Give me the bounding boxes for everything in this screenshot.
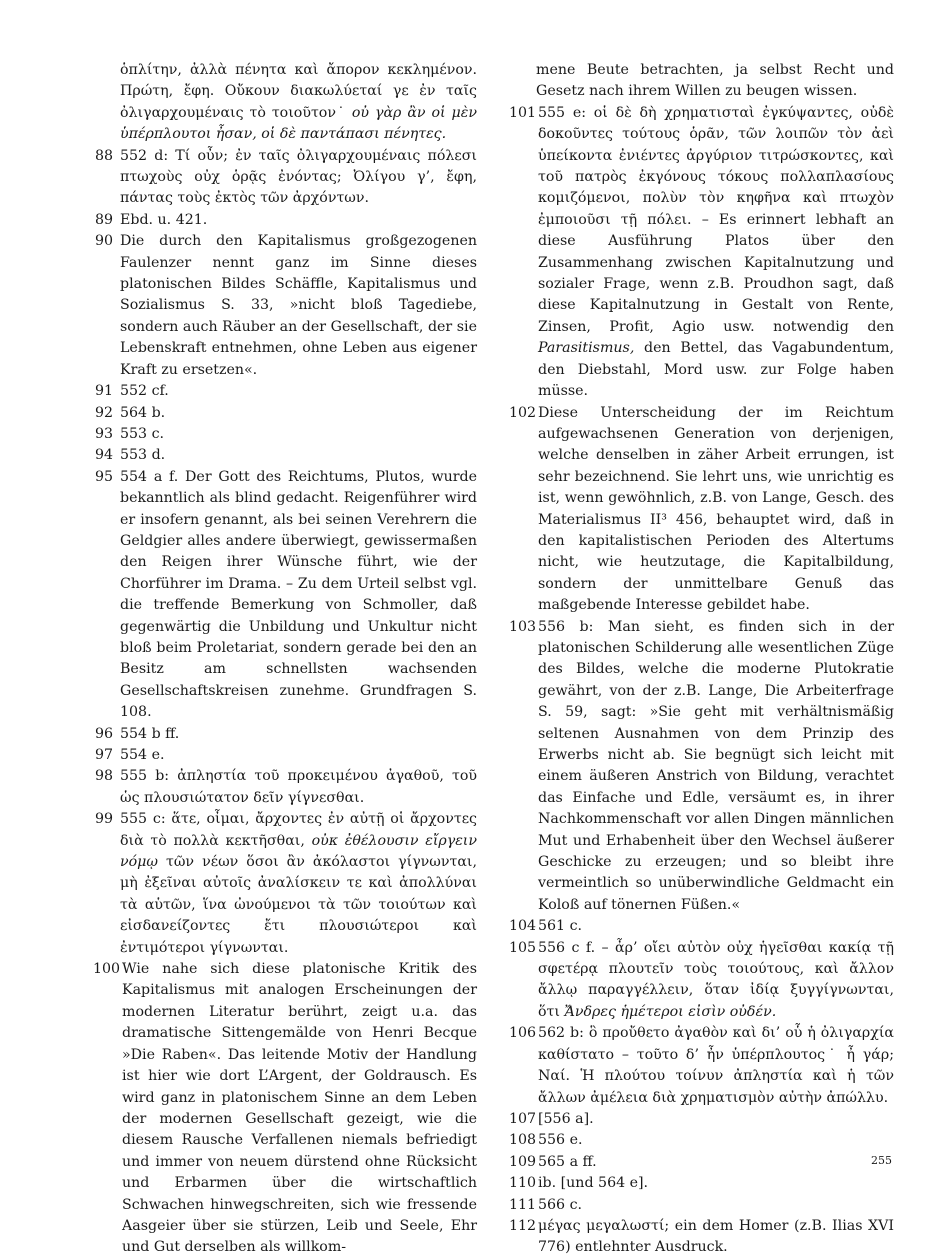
footnote bbox=[95, 403, 477, 424]
footnote-text: 566 c. bbox=[538, 1196, 583, 1213]
footnote bbox=[95, 424, 477, 445]
footnote-text: 552 cf. bbox=[120, 383, 169, 400]
footnote bbox=[95, 210, 477, 231]
footnote-emphasis: Ἄνδρες ἡμέτεροι εἰσὶν οὐδέν. bbox=[564, 1003, 777, 1020]
footnotes-right-column bbox=[511, 60, 894, 1259]
footnote-text: 554 a f. Der Gott des Reichtums, Plutos, wurde bekanntlich als blind gedacht. Reigenführer wird er insofern genannt, als bei seinen Verehrern die Geldgier alles andere überwiegt, gewissermaßen den Reigen ihrer Wünsche führt, wie der Chorführer im Drama. – Zu dem Urteil selbst vgl. die treffende Bemerkung von Schmoller, daß gegenwärtig die Unbildung und Unkultur nicht bloß beim Proletariat, sondern gerade bei den an Besitz am schnellsten wachsenden Gesellschaftskreisen zunehme. Grundfragen S. 108. bbox=[120, 468, 477, 721]
footnote-number: 109 bbox=[509, 1153, 537, 1170]
footnote-number: 104 bbox=[509, 918, 537, 935]
footnote bbox=[511, 1195, 894, 1216]
page-number: 255 bbox=[871, 1154, 892, 1167]
footnote-text: 556 e. bbox=[538, 1132, 583, 1149]
footnote bbox=[95, 959, 477, 1259]
footnote-number: 94 bbox=[95, 447, 114, 464]
footnote-text: 554 b ff. bbox=[120, 725, 180, 742]
footnote-text: Wie nahe sich diese platonische Kritik des Kapitalismus mit analogen Erscheinungen der modernen Literatur berührt, zeigt u.a. das dramatische Sittengemälde von Henri Becque »Die Raben«. Das leitende Motiv der Handlung ist hier wie dort L’Argent, der Goldrausch. Es wird ganz in platonischem Sinne an dem Leben der modernen Gesellschaft gezeigt, wie die diesem Rausche Verfallenen niemals befriedigt und immer von neuem dürstend ohne Rücksicht und Erbarmen über die wirtschaftlich Schwachen hinwegschreiten, sich wie fressende Aasgeier über sie stürzen, Leib und Seele, Ehr und Gut derselben als willkom- bbox=[122, 961, 477, 1256]
footnote-text: 553 d. bbox=[120, 447, 166, 464]
footnote-emphasis: οὐ γὰρ ἂν οἱ μὲν ὑπέρπλουτοι ἦσαν, οἱ δὲ παντάπασι πένητες. bbox=[120, 104, 477, 143]
footnotes-left-column bbox=[95, 60, 477, 1259]
footnote bbox=[95, 766, 477, 809]
footnote bbox=[95, 60, 477, 146]
footnote-text: mene Beute betrachten, ja selbst Recht und Gesetz nach ihrem Willen zu beugen wissen. bbox=[536, 62, 894, 100]
footnote bbox=[511, 60, 894, 103]
footnote-text: 555 b: ἀπληστία τοῦ προκειμένου ἀγαθοῦ, τοῦ ὡς πλουσιώτατον δεῖν γίγνεσθαι. bbox=[120, 768, 477, 806]
footnote bbox=[95, 745, 477, 766]
footnote-emphasis: οὐκ ἐθέλουσιν εἴργειν νόμῳ bbox=[120, 832, 477, 871]
footnote-text: 555 e: οἱ δὲ δὴ χρηματισταὶ ἐγκύψαντες, οὐδὲ δοκοῦντες τούτους ὁρᾶν, τῶν λοιπῶν τὸν ἀεὶ ὑπείκοντα ἐνιέντες ἀργύριον τιτρώσκοντες, καὶ τοῦ πατρὸς ἐκγόνους τόκους πολλαπλασίους κομιζόμενοι, πολὺν τὸν κηφῆνα καὶ πτωχὸν ἐμποιοῦσι τῇ πόλει. – Es erinnert lebhaft an diese Ausführung Platos über den Zusammenhang zwischen Kapitalnutzung und sozialer Frage, wenn z.B. Proudhon sagt, daß diese Kapitalnutzung in Gestalt von Rente, Zinsen, Profit, Agio usw. notwendig den bbox=[538, 104, 894, 335]
footnote-number: 93 bbox=[95, 425, 114, 442]
footnote bbox=[511, 916, 894, 937]
footnote bbox=[95, 467, 477, 724]
footnote-text: 562 b: ὃ προὔθετο ἀγαθὸν καὶ δι’ οὗ ἡ ὀλιγαρχία καθίστατο – τοῦτο δ’ ἦν ὑπέρπλουτος˙ ἦ γάρ; Ναί. Ἡ πλούτου τοίνυν ἀπληστία καὶ ἡ τῶν ἄλλων ἀμέλεια διὰ χρηματισμὸν αὐτὴν ἀπώλλυ. bbox=[538, 1025, 894, 1106]
footnote-number: 92 bbox=[95, 404, 114, 421]
footnote-text: Diese Unterscheidung der im Reichtum aufgewachsenen Generation von derjenigen, welche denselben in zäher Arbeit errungen, ist sehr bezeichnend. Sie lehrt uns, wie unrichtig es ist, wenn gewöhnlich, z.B. von Lange, Gesch. des Materialismus II³ 456, behauptet wird, daß in den kapitalistischen Perioden des Altertums nicht, wie heutzutage, die Kapitalbildung, sondern der unmittelbare Genuß das maßgebende Interesse gebildet habe. bbox=[538, 404, 894, 614]
footnote bbox=[95, 445, 477, 466]
footnote-number: 107 bbox=[509, 1110, 537, 1127]
footnote bbox=[511, 1109, 894, 1130]
footnote bbox=[95, 231, 477, 381]
footnote bbox=[511, 1173, 894, 1194]
footnote-text: Ebd. u. 421. bbox=[120, 211, 208, 228]
footnote-number: 103 bbox=[509, 618, 537, 635]
footnote-text: [556 a]. bbox=[538, 1110, 594, 1127]
footnote bbox=[511, 1216, 894, 1259]
footnote bbox=[511, 403, 894, 617]
footnote-text: ὁπλίτην, ἀλλὰ πένητα καὶ ἄπορον κεκλημένον. Πρώτη, ἔφη. Οὔκουν διακωλύεταί γε ἐν ταῖς ὀλιγαρχουμέναις τὸ τοιοῦτον˙ bbox=[120, 62, 477, 121]
footnote-text: 556 b: Man sieht, es finden sich in der platonischen Schilderung alle wesentlichen Züge des Bildes, welche die moderne Plutokratie gewährt, von der z.B. Lange, Die Arbeiterfrage S. 59, sagt: »Sie geht mit verhältnismäßig seltenen Ausnahmen von dem Prinzip des Erwerbs nicht ab. Sie begnügt sich leicht mit einem äußeren Anstrich von Bildung, verachtet das Einfache und Edle, versäumt es, in ihrer Nachkommenschaft vor allen Dingen männlichen Mut und Erhabenheit über den Wechsel äußerer Geschicke zu erzeugen; und so bleibt ihre vermeintlich so unüberwindliche Geldmacht ein Koloß auf tönernen Füßen.« bbox=[538, 618, 894, 913]
footnote bbox=[95, 146, 477, 210]
footnote-number: 100 bbox=[93, 961, 121, 978]
footnote-text: Die durch den Kapitalismus großgezogenen Faulenzer nennt ganz im Sinne dieses platonischen Bildes Schäffle, Kapitalismus und Sozialismus S. 33, »nicht bloß Tagediebe, sondern auch Räuber an der Gesellschaft, der sie Lebenskraft entnehmen, ohne Leben aus eigener Kraft zu ersetzen«. bbox=[120, 233, 477, 378]
footnote-emphasis: Parasitismus, bbox=[538, 340, 635, 357]
footnote-number: 102 bbox=[509, 404, 537, 421]
footnote-number: 91 bbox=[95, 383, 114, 400]
footnote-text: ib. [und 564 e]. bbox=[538, 1175, 649, 1192]
footnote-number: 97 bbox=[95, 747, 114, 763]
footnote-number: 101 bbox=[509, 104, 537, 121]
footnote-text: 553 c. bbox=[120, 425, 165, 442]
footnote-number: 112 bbox=[509, 1217, 537, 1234]
footnote bbox=[511, 1152, 894, 1173]
footnote-text: 554 e. bbox=[120, 747, 165, 763]
footnote-text: μέγας μεγαλωστί; ein dem Homer (z.B. Ilias XVI 776) entlehnter Ausdruck. bbox=[538, 1217, 894, 1256]
footnote-number: 90 bbox=[95, 233, 114, 250]
footnote-number: 88 bbox=[95, 147, 114, 164]
footnote bbox=[95, 381, 477, 402]
footnote-number: 98 bbox=[95, 768, 114, 785]
footnote-text: 561 c. bbox=[538, 918, 583, 935]
footnote bbox=[511, 1130, 894, 1151]
footnote-number: 105 bbox=[509, 939, 537, 956]
footnote bbox=[511, 103, 894, 403]
footnote-text-tail: den Bettel, das Vagabundentum, den Diebstahl, Mord usw. zur Folge haben müsse. bbox=[538, 340, 894, 400]
footnote-number: 106 bbox=[509, 1025, 537, 1042]
footnote-number: 89 bbox=[95, 211, 114, 228]
footnote bbox=[511, 1023, 894, 1109]
footnote-text: 552 d: Τί οὖν; ἐν ταῖς ὀλιγαρχουμέναις πόλεσι πτωχοὺς οὐχ ὁρᾷς ἐνόντας; Ὀλίγου γ’, ἔφη, πάντας τοὺς ἐκτὸς τῶν ἀρχόντων. bbox=[120, 147, 477, 207]
footnote-text-tail: τῶν νέων ὅσοι ἂν ἀκόλαστοι γίγνωνται, μὴ ἐξεῖναι αὐτοῖς ἀναλίσκειν τε καὶ ἀπολλύναι τὰ αὑτῶν, ἵνα ὠνούμενοι τὰ τῶν τοιούτων καὶ εἰσδανείζοντες ἔτι πλουσιώτεροι καὶ ἐντιμότεροι γίγνωνται. bbox=[120, 854, 477, 956]
footnote-number: 108 bbox=[509, 1132, 537, 1149]
footnote bbox=[511, 938, 894, 1024]
footnote-text: 556 c f. – ἆρ’ οἴει αὐτὸν οὐχ ἡγεῖσθαι κακίᾳ τῇ σφετέρᾳ πλουτεῖν τοὺς τοιούτους, καὶ ἄλλον ἄλλῳ παραγγέλλειν, ὅταν ἰδίᾳ ξυγγίγνωνται, ὅτι bbox=[538, 939, 894, 1020]
footnote bbox=[511, 617, 894, 917]
footnote-number: 110 bbox=[509, 1175, 537, 1192]
footnote-number: 96 bbox=[95, 725, 114, 742]
footnote-number: 111 bbox=[509, 1196, 537, 1213]
footnote bbox=[95, 724, 477, 745]
footnote-text: 555 c: ἅτε, οἶμαι, ἄρχοντες ἐν αὐτῇ οἱ ἄρχοντες διὰ τὸ πολλὰ κεκτῆσθαι, bbox=[120, 811, 477, 849]
footnote-text: 565 a ff. bbox=[538, 1153, 597, 1170]
footnote-number: 95 bbox=[95, 468, 114, 485]
footnote-text: 564 b. bbox=[120, 404, 166, 421]
footnote bbox=[95, 809, 477, 959]
footnote-number: 99 bbox=[95, 811, 114, 828]
